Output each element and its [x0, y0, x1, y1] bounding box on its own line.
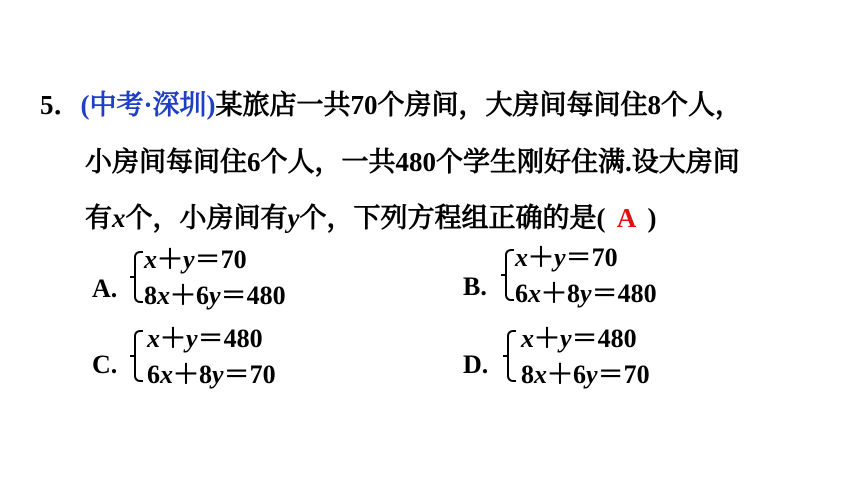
question-source: (中考·深圳)	[80, 90, 216, 120]
brace-icon	[134, 330, 143, 382]
answer-text: A	[616, 203, 637, 233]
equation-1: x＋y＝70	[144, 245, 247, 274]
variable-x: x	[112, 203, 126, 233]
equation-1: x＋y＝480	[521, 324, 637, 353]
question-line-2	[85, 145, 740, 179]
question-text-1: 某旅店一共70个房间，大房间每间住8个人，	[215, 90, 742, 120]
option-label: A.	[92, 274, 118, 303]
variable-y: y	[287, 203, 300, 233]
equation-2: 6x＋8y＝480	[515, 279, 657, 308]
equation-1: x＋y＝480	[147, 324, 263, 353]
option-label: B.	[463, 272, 487, 301]
question-line-1	[40, 88, 742, 122]
question-text-3a: 有	[85, 203, 112, 233]
question-line-3	[85, 201, 656, 235]
brace-icon	[507, 330, 516, 382]
equation-2: 6x＋8y＝70	[147, 360, 276, 389]
brace-icon	[134, 251, 143, 303]
equation-2: 8x＋6y＝70	[521, 360, 650, 389]
question-text-3b: 个，小房间有	[125, 203, 288, 233]
brace-icon	[505, 249, 514, 301]
option-label: D.	[463, 350, 489, 379]
question-paren-close: )	[647, 203, 657, 233]
equation-1: x＋y＝70	[515, 243, 618, 272]
question-text-2: 小房间每间住6个人，一共480个学生刚好住满.设大房间	[85, 147, 740, 177]
equation-2: 8x＋6y＝480	[144, 281, 286, 310]
question-number: 5．	[40, 90, 81, 120]
option-label: C.	[92, 350, 118, 379]
question-text-3c: 个，下列方程组正确的是(	[299, 203, 606, 233]
